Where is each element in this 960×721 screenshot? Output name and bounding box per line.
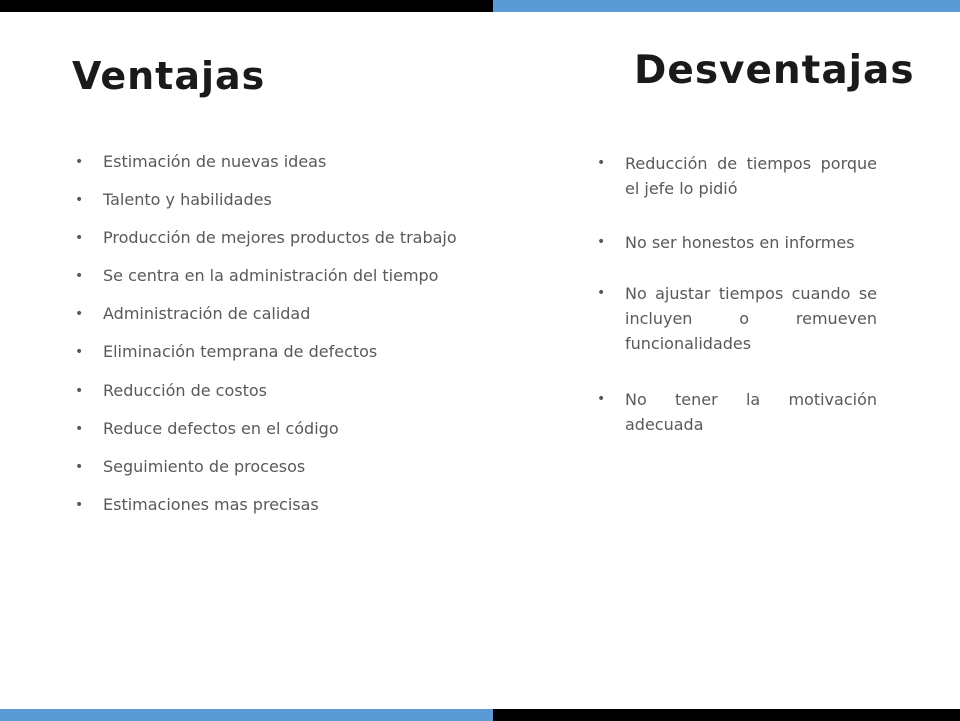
bullet-icon: • — [597, 285, 606, 301]
ventajas-list-item — [75, 303, 515, 341]
bullet-icon: • — [597, 234, 606, 250]
bullet-icon: • — [75, 420, 84, 437]
ventajas-item-text: Estimaciones mas precisas — [103, 494, 319, 514]
bullet-icon: • — [597, 155, 606, 171]
bullet-icon: • — [597, 391, 606, 407]
ventajas-list-item — [75, 227, 515, 265]
desventajas-list-item — [597, 151, 877, 201]
bullet-icon: • — [75, 496, 84, 513]
bullet-icon: • — [75, 344, 84, 361]
bottom-bar-accent — [0, 709, 493, 721]
top-bar-dark — [0, 0, 493, 12]
ventajas-item-text: Administración de calidad — [103, 304, 311, 324]
desventajas-item-text: No tener la motivación adecuada — [625, 390, 877, 434]
desventajas-heading: Desventajas — [634, 48, 915, 93]
bullet-icon: • — [75, 306, 84, 323]
desventajas-list-item — [597, 281, 877, 356]
ventajas-item-text: Reduce defectos en el código — [103, 418, 339, 438]
top-bar-accent — [493, 0, 960, 12]
ventajas-list-item — [75, 494, 515, 532]
desventajas-item-text: No ajustar tiempos cuando se incluyen o remueven funcionalidades — [625, 284, 877, 353]
ventajas-item-text: Talento y habilidades — [103, 190, 272, 210]
ventajas-list-item — [75, 265, 515, 303]
ventajas-list — [75, 151, 515, 532]
bullet-icon: • — [75, 268, 84, 285]
bullet-icon: • — [75, 192, 84, 209]
bullet-icon: • — [75, 382, 84, 399]
ventajas-list-item — [75, 189, 515, 227]
bottom-bar-dark — [493, 709, 960, 721]
ventajas-list-item — [75, 341, 515, 379]
ventajas-heading: Ventajas — [72, 54, 266, 98]
ventajas-item-text: Seguimiento de procesos — [103, 456, 306, 476]
desventajas-list-item — [597, 387, 877, 437]
ventajas-item-text: Reducción de costos — [103, 380, 267, 400]
ventajas-item-text: Estimación de nuevas ideas — [103, 152, 327, 171]
ventajas-list-item — [75, 418, 515, 456]
ventajas-item-text: Eliminación temprana de defectos — [103, 342, 378, 362]
ventajas-list-item — [75, 151, 515, 189]
ventajas-item-text: Se centra en la administración del tiempo — [103, 266, 439, 286]
bullet-icon: • — [75, 154, 84, 170]
desventajas-list-item — [597, 230, 877, 255]
ventajas-list-item — [75, 456, 515, 494]
bullet-icon: • — [75, 230, 84, 247]
desventajas-list — [597, 151, 877, 466]
desventajas-item-text: No ser honestos en informes — [625, 233, 855, 252]
ventajas-list-item — [75, 380, 515, 418]
desventajas-item-text: Reducción de tiempos porque el jefe lo pidió — [625, 154, 877, 198]
bullet-icon: • — [75, 458, 84, 475]
ventajas-item-text: Producción de mejores productos de trabajo — [103, 228, 457, 248]
